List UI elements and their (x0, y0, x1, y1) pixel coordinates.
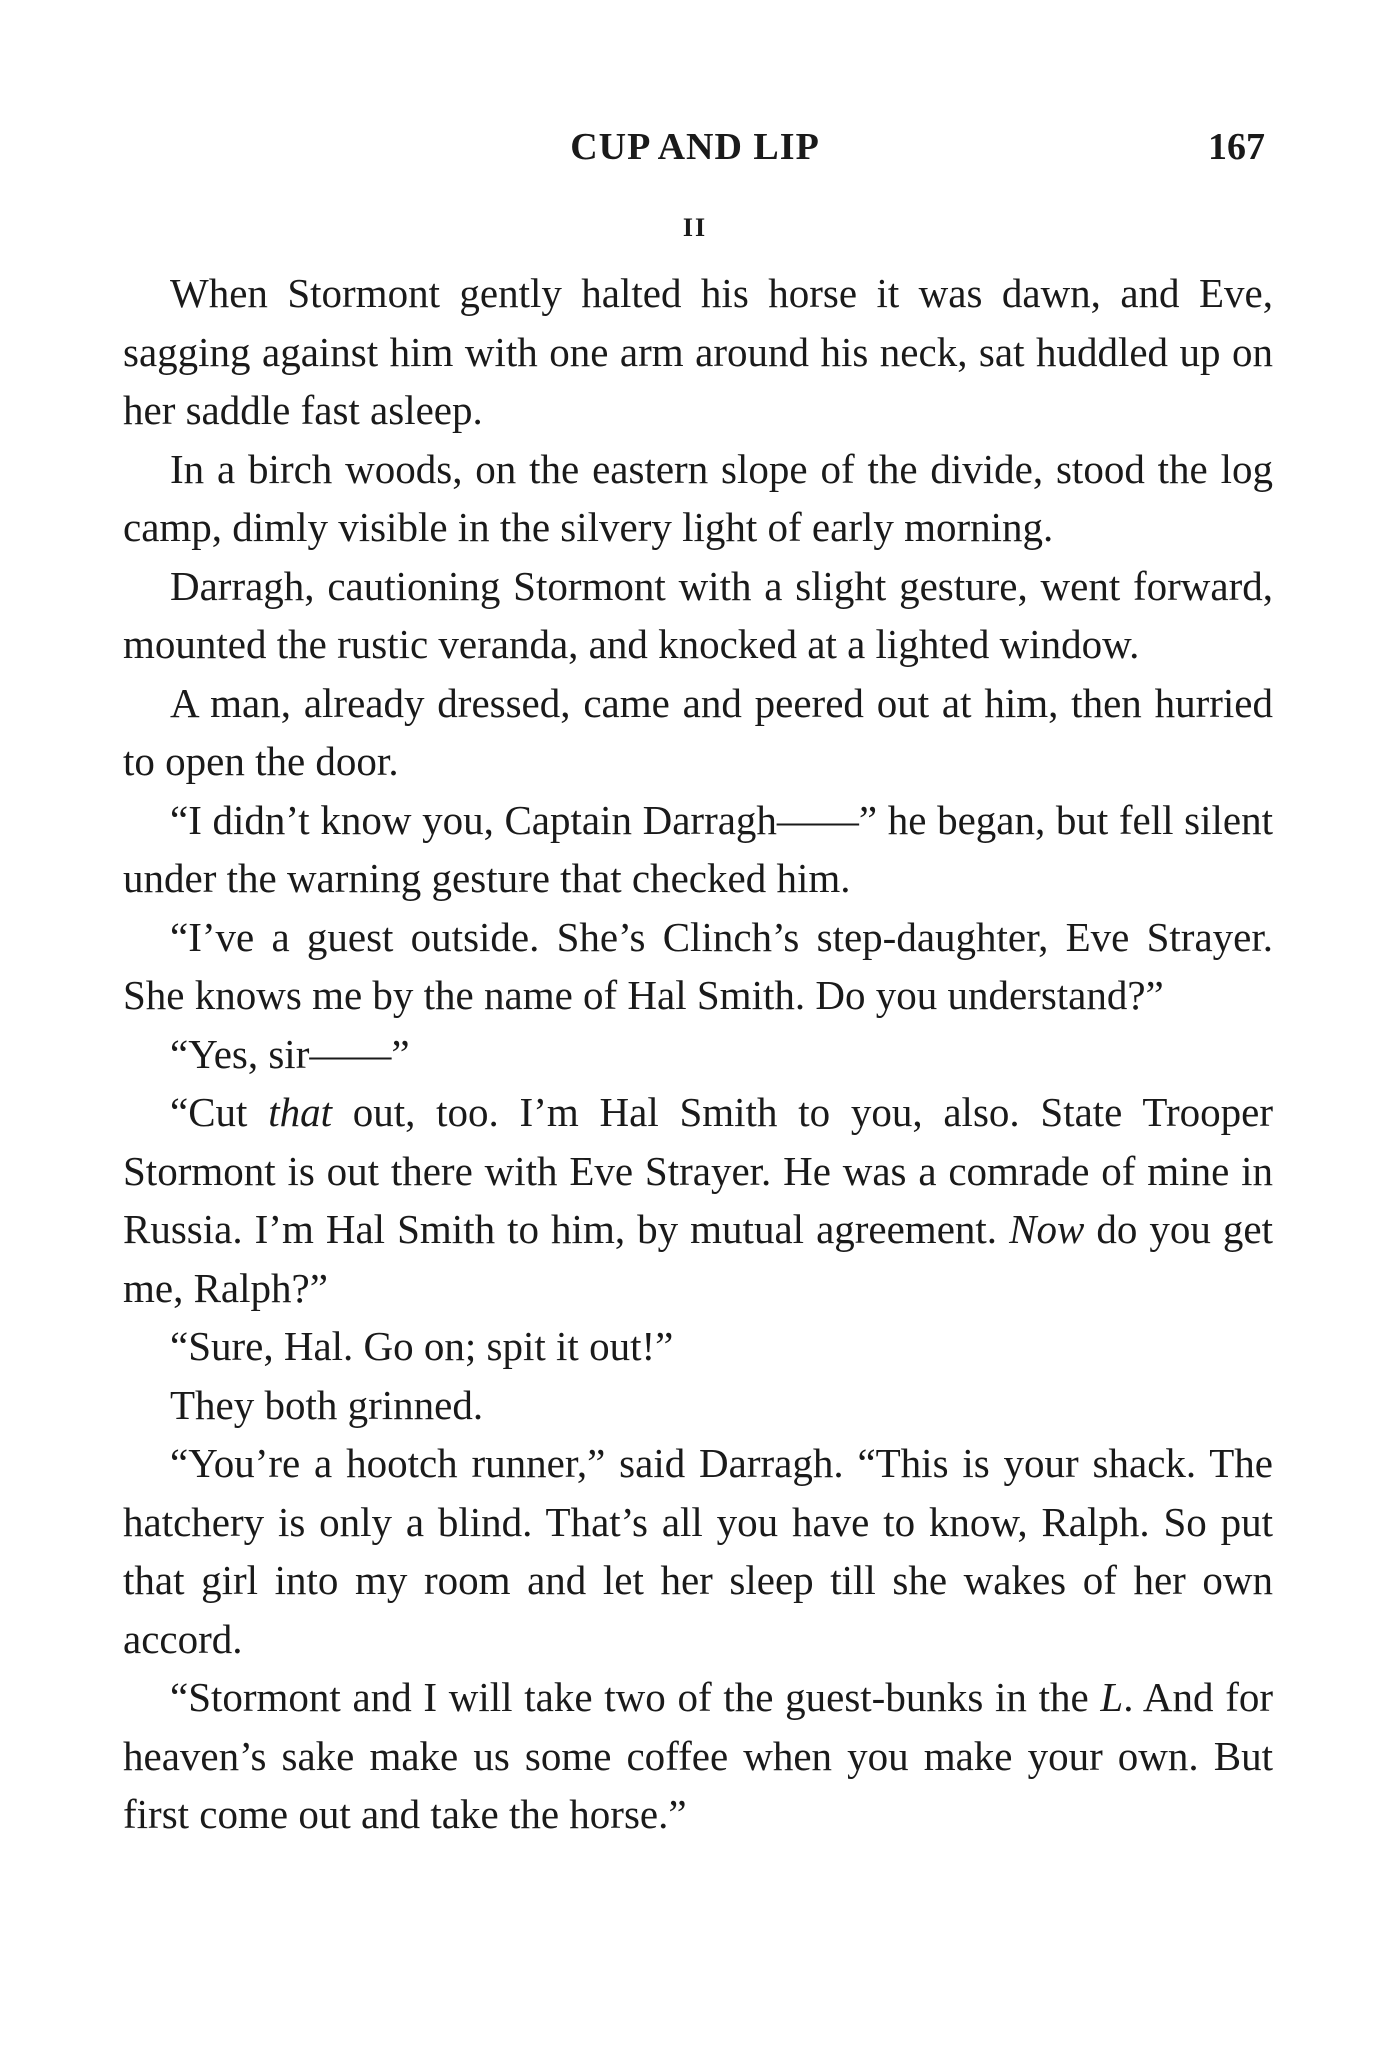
text-run: out, too. I’m Hal Smith to you, also. State Trooper Stormont is out there with Eve Strayer. He was a comrade of mine in Russia. I’m Hal Smith to him, by mutual agreement. (123, 1089, 1274, 1252)
paragraph: Darragh, cautioning Stormont with a slight gesture, went forward, mounted the rustic veranda, and knocked at a lighted window. (123, 562, 1273, 667)
text-run: do you get me, Ralph?” (123, 1206, 1273, 1311)
paragraph: When Stormont gently halted his horse it was dawn, and Eve, sagging against him with one arm around his neck, sat huddled up on her saddle fast asleep. (123, 270, 1273, 433)
text-run: . And for heaven’s sake make us some coffee when you make your own. But first come out and take the horse.” (123, 1674, 1273, 1837)
section-numeral: II (682, 213, 708, 242)
emphasis: that (268, 1089, 332, 1135)
body-text (123, 264, 1273, 1844)
emphasis: Now (1009, 1206, 1085, 1252)
running-title: CUP AND LIP (570, 126, 820, 168)
text-run: “Cut (170, 1089, 269, 1135)
running-head (0, 125, 1390, 175)
text-run: “Stormont and I will take two of the guest-bunks in the (170, 1674, 1101, 1720)
paragraph (123, 1083, 1273, 1317)
paragraph: “You’re a hootch runner,” said Darragh. “This is your shack. The hatchery is only a blind. That’s all you have to know, Ralph. So put that girl into my room and let her sleep till she wakes of her own accord. (123, 1440, 1273, 1662)
paragraph (123, 1668, 1273, 1844)
paragraph: “Yes, sir——” (170, 1030, 410, 1077)
paragraph: “I’ve a guest outside. She’s Clinch’s step-daughter, Eve Strayer. She knows me by the name of Hal Smith. Do you understand?” (123, 913, 1273, 1018)
emphasis: L (1100, 1674, 1124, 1720)
paragraph: “Sure, Hal. Go on; spit it out!” (170, 1323, 674, 1369)
paragraph: They both grinned. (170, 1381, 484, 1428)
paragraph: “I didn’t know you, Captain Darragh——” he began, but fell silent under the warning gesture that checked him. (123, 796, 1273, 901)
page-number: 167 (1208, 126, 1265, 168)
paragraph: In a birch woods, on the eastern slope of the divide, stood the log camp, dimly visible in the silvery light of early morning. (123, 445, 1273, 550)
paragraph: A man, already dressed, came and peered out at him, then hurried to open the door. (123, 679, 1273, 784)
